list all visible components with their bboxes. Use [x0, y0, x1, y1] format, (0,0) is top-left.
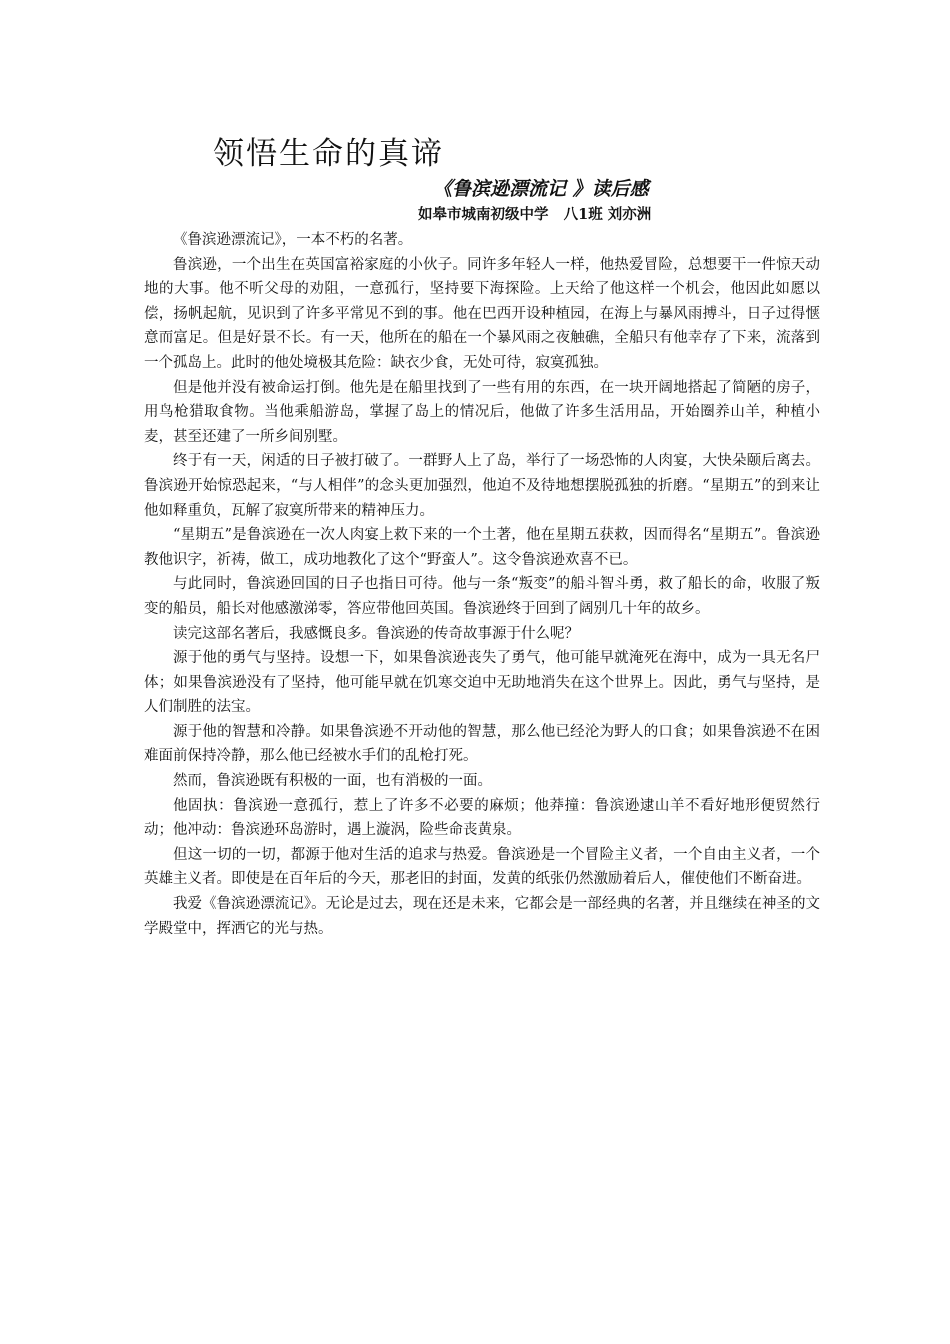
paragraph: 《鲁滨逊漂流记》，一本不朽的名著。 [173, 232, 413, 248]
paragraph: 然而，鲁滨逊既有积极的一面，也有消极的一面。 [173, 773, 492, 790]
paragraph: 源于他的勇气与坚持。设想一下，如果鲁滨逊丧失了勇气，他可能早就淹死在海中，成为一具无名尸体；如果鲁滨逊没有了坚持，他可能早就在饥寒交迫中无助地消失在这个世界上。因此，勇气与坚持，是人们制胜的法宝。 [144, 650, 820, 716]
essay-body [144, 228, 820, 941]
paragraph: 但是他并没有被命运打倒。他先是在船里找到了一些有用的东西，在一块开阔地搭起了简陋的房子，用鸟枪猎取食物。当他乘船游岛，掌握了岛上的情况后，他做了许多生活用品，开始圈养山羊，种植小麦，甚至还建了一所乡间别墅。 [144, 379, 820, 445]
paragraph: 终于有一天，闲适的日子被打破了。一群野人上了岛，举行了一场恐怖的人肉宴，大快朵颐后离去。鲁滨逊开始惊恐起来，“与人相伴”的念头更加强烈，他迫不及待地想摆脱孤独的折磨。“星期五”的到来让他如释重负，瓦解了寂寞所带来的精神压力。 [144, 453, 820, 519]
author-line: 如皋市城南初级中学 八1班 刘亦洲 [418, 206, 652, 223]
paragraph: 但这一切的一切，都源于他对生活的追求与热爱。鲁滨逊是一个冒险主义者，一个自由主义者，一个英雄主义者。即使是在百年后的今天，那老旧的封面，发黄的纸张仍然激励着后人，催使他们不断奋进。 [144, 846, 820, 888]
paragraph: 源于他的智慧和冷静。如果鲁滨逊不开动他的智慧，那么他已经沦为野人的口食；如果鲁滨逊不在困难面前保持冷静，那么他已经被水手们的乱枪打死。 [144, 723, 820, 765]
essay-title: 领悟生命的真谛 [213, 136, 444, 172]
paragraph: 我爱《鲁滨逊漂流记》。无论是过去，现在还是未来，它都会是一部经典的名著，并且继续在神圣的文学殿堂中，挥洒它的光与热。 [144, 896, 820, 937]
paragraph: 与此同时，鲁滨逊回国的日子也指日可待。他与一条“叛变”的船斗智斗勇，救了船长的命，收服了叛变的船员，船长对他感激涕零，答应带他回英国。鲁滨逊终于回到了阔别几十年的故乡。 [144, 576, 820, 617]
paragraph: 鲁滨逊，一个出生在英国富裕家庭的小伙子。同许多年轻人一样，他热爱冒险，总想要干一件惊天动地的大事。他不听父母的劝阻，一意孤行，坚持要下海探险。上天给了他这样一个机会，他因此如愿以偿，扬帆起航，见识到了许多平常见不到的事。他在巴西开设种植园，在海上与暴风雨搏斗，日子过得惬意而富足。但是好景不长。有一天，他所在的船在一个暴风雨之夜触礁，全船只有他幸存了下来，流落到一个孤岛上。此时的他处境极其危险：缺衣少食，无处可待，寂寞孤独。 [144, 256, 820, 371]
paragraph: 读完这部名著后，我感慨良多。鲁滨逊的传奇故事源于什么呢？ [173, 625, 579, 642]
paragraph: 他固执：鲁滨逊一意孤行，惹上了许多不必要的麻烦；他莽撞：鲁滨逊逮山羊不看好地形便贸然行动；他冲动：鲁滨逊环岛游时，遇上漩涡，险些命丧黄泉。 [144, 797, 820, 839]
essay-subtitle: 《鲁滨逊漂流记 》读后感 [433, 178, 649, 200]
paragraph: “星期五”是鲁滨逊在一次人肉宴上救下来的一个土著，他在星期五获救，因而得名“星期五”。鲁滨逊教他识字，祈祷，做工，成功地教化了这个“野蛮人”。这令鲁滨逊欢喜不已。 [144, 527, 820, 568]
